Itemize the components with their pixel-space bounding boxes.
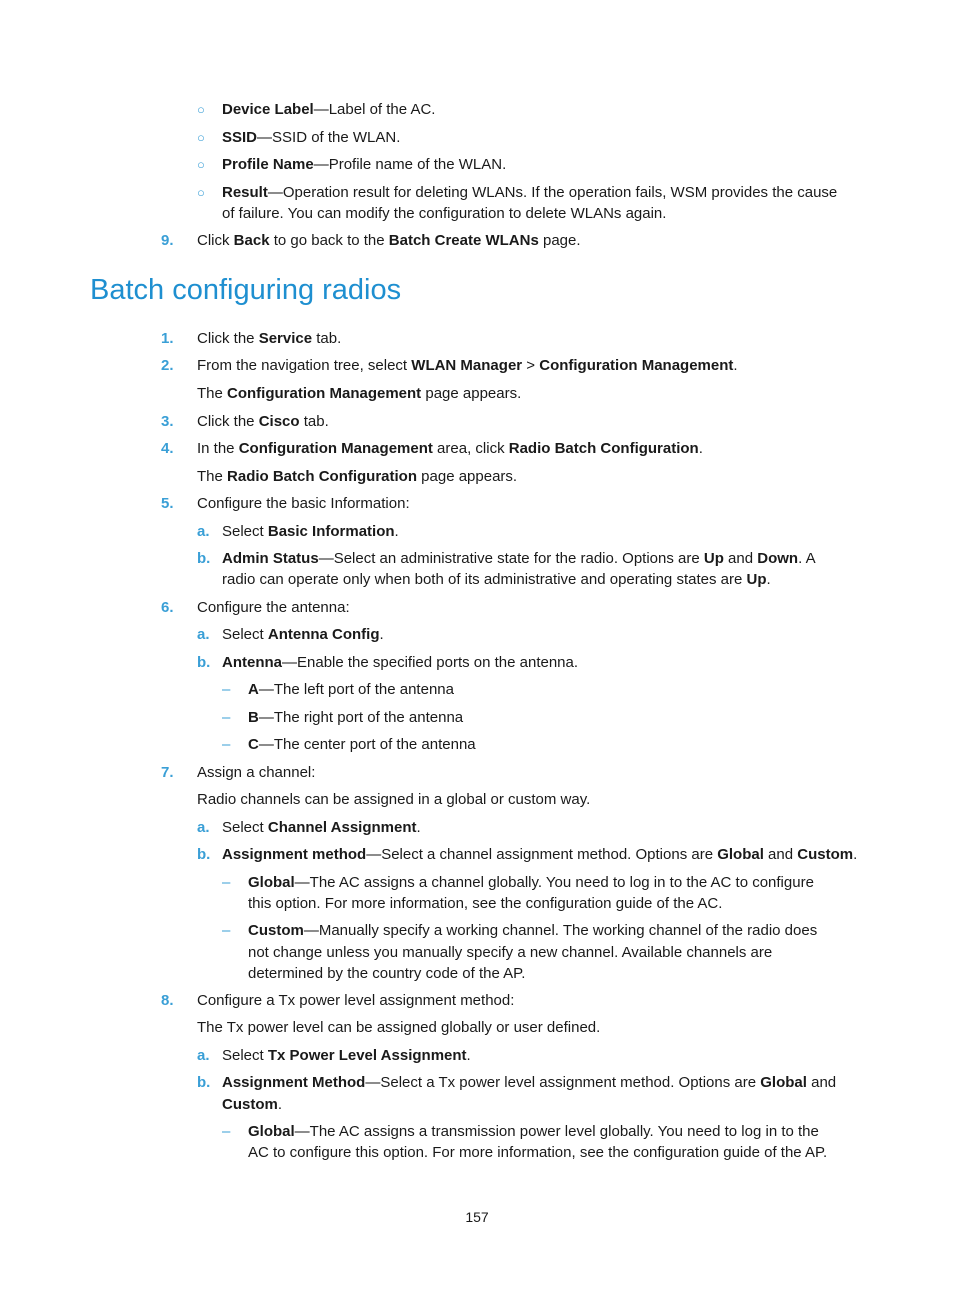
channel-global-continued: this option. For more information, see the configuration guide of the AC. — [248, 895, 723, 912]
step-6a: Select Antenna Config. — [222, 626, 384, 643]
dash-bullet-icon: – — [222, 874, 231, 891]
step-5b: Admin Status—Select an administrative state for the radio. Options are Up and Down. A — [222, 550, 816, 567]
step-9: Click Back to go back to the Batch Create WLANs page. — [197, 232, 581, 249]
step-8b-continued: Custom. — [222, 1096, 283, 1113]
substep-letter: a. — [197, 819, 210, 836]
bullet-circle-icon: ○ — [197, 130, 205, 145]
substep-letter: b. — [197, 654, 211, 671]
antenna-port-a: A—The left port of the antenna — [248, 681, 454, 698]
step-7a: Select Channel Assignment. — [222, 819, 421, 836]
step-8-note: The Tx power level can be assigned globally or user defined. — [197, 1019, 601, 1036]
dash-bullet-icon: – — [222, 681, 231, 698]
step-7-note: Radio channels can be assigned in a global or custom way. — [197, 791, 591, 808]
dash-bullet-icon: – — [222, 1123, 231, 1140]
substep-letter: b. — [197, 846, 211, 863]
step-7: Assign a channel: — [197, 764, 316, 781]
substep-letter: a. — [197, 626, 210, 643]
step-number: 5. — [161, 495, 174, 512]
substep-letter: a. — [197, 1047, 210, 1064]
step-6: Configure the antenna: — [197, 599, 350, 616]
channel-global: Global—The AC assigns a channel globally. You need to log in to the AC to configure — [248, 874, 814, 891]
channel-custom-continued: not change unless you manually specify a new channel. Available channels are — [248, 944, 773, 961]
antenna-port-c: C—The center port of the antenna — [248, 736, 476, 753]
step-number: 7. — [161, 764, 174, 781]
list-item-device-label: Device Label—Label of the AC. — [222, 101, 436, 118]
txpower-global-continued: AC to configure this option. For more information, see the configuration guide of the AP. — [248, 1144, 828, 1161]
substep-letter: a. — [197, 523, 210, 540]
step-6b: Antenna—Enable the specified ports on the antenna. — [222, 654, 579, 671]
step-8: Configure a Tx power level assignment method: — [197, 992, 515, 1009]
dash-bullet-icon: – — [222, 736, 231, 753]
channel-custom: Custom—Manually specify a working channel. The working channel of the radio does — [248, 922, 818, 939]
step-1: Click the Service tab. — [197, 330, 342, 347]
list-item-result: Result—Operation result for deleting WLANs. If the operation fails, WSM provides the cause — [222, 184, 838, 201]
step-3: Click the Cisco tab. — [197, 413, 329, 430]
list-item-profile-name: Profile Name—Profile name of the WLAN. — [222, 156, 507, 173]
channel-custom-continued: determined by the country code of the AP. — [248, 965, 526, 982]
txpower-global: Global—The AC assigns a transmission power level globally. You need to log in to the — [248, 1123, 819, 1140]
step-2: From the navigation tree, select WLAN Manager > Configuration Management. — [197, 357, 738, 374]
step-number: 4. — [161, 440, 174, 457]
step-4-note: The Radio Batch Configuration page appears. — [197, 468, 518, 485]
bullet-circle-icon: ○ — [197, 102, 205, 117]
dash-bullet-icon: – — [222, 922, 231, 939]
step-5a: Select Basic Information. — [222, 523, 399, 540]
antenna-port-b: B—The right port of the antenna — [248, 709, 464, 726]
bullet-circle-icon: ○ — [197, 185, 205, 200]
step-number: 1. — [161, 330, 174, 347]
substep-letter: b. — [197, 550, 211, 567]
step-number: 8. — [161, 992, 174, 1009]
step-8b: Assignment Method—Select a Tx power level assignment method. Options are Global and — [222, 1074, 837, 1091]
step-number: 2. — [161, 357, 174, 374]
bullet-circle-icon: ○ — [197, 157, 205, 172]
section-heading: Batch configuring radios — [90, 274, 402, 306]
page-number: 157 — [465, 1209, 489, 1225]
step-5b-continued: radio can operate only when both of its administrative and operating states are Up. — [222, 571, 771, 588]
list-item-ssid: SSID—SSID of the WLAN. — [222, 129, 401, 146]
step-2-note: The Configuration Management page appears. — [197, 385, 522, 402]
list-item-result-continued: of failure. You can modify the configuration to delete WLANs again. — [222, 205, 667, 222]
substep-letter: b. — [197, 1074, 211, 1091]
step-7b: Assignment method—Select a channel assignment method. Options are Global and Custom. — [222, 846, 858, 863]
step-8a: Select Tx Power Level Assignment. — [222, 1047, 471, 1064]
step-number: 6. — [161, 599, 174, 616]
dash-bullet-icon: – — [222, 709, 231, 726]
step-number: 3. — [161, 413, 174, 430]
step-4: In the Configuration Management area, click Radio Batch Configuration. — [197, 440, 703, 457]
step-number: 9. — [161, 232, 174, 249]
step-5: Configure the basic Information: — [197, 495, 410, 512]
